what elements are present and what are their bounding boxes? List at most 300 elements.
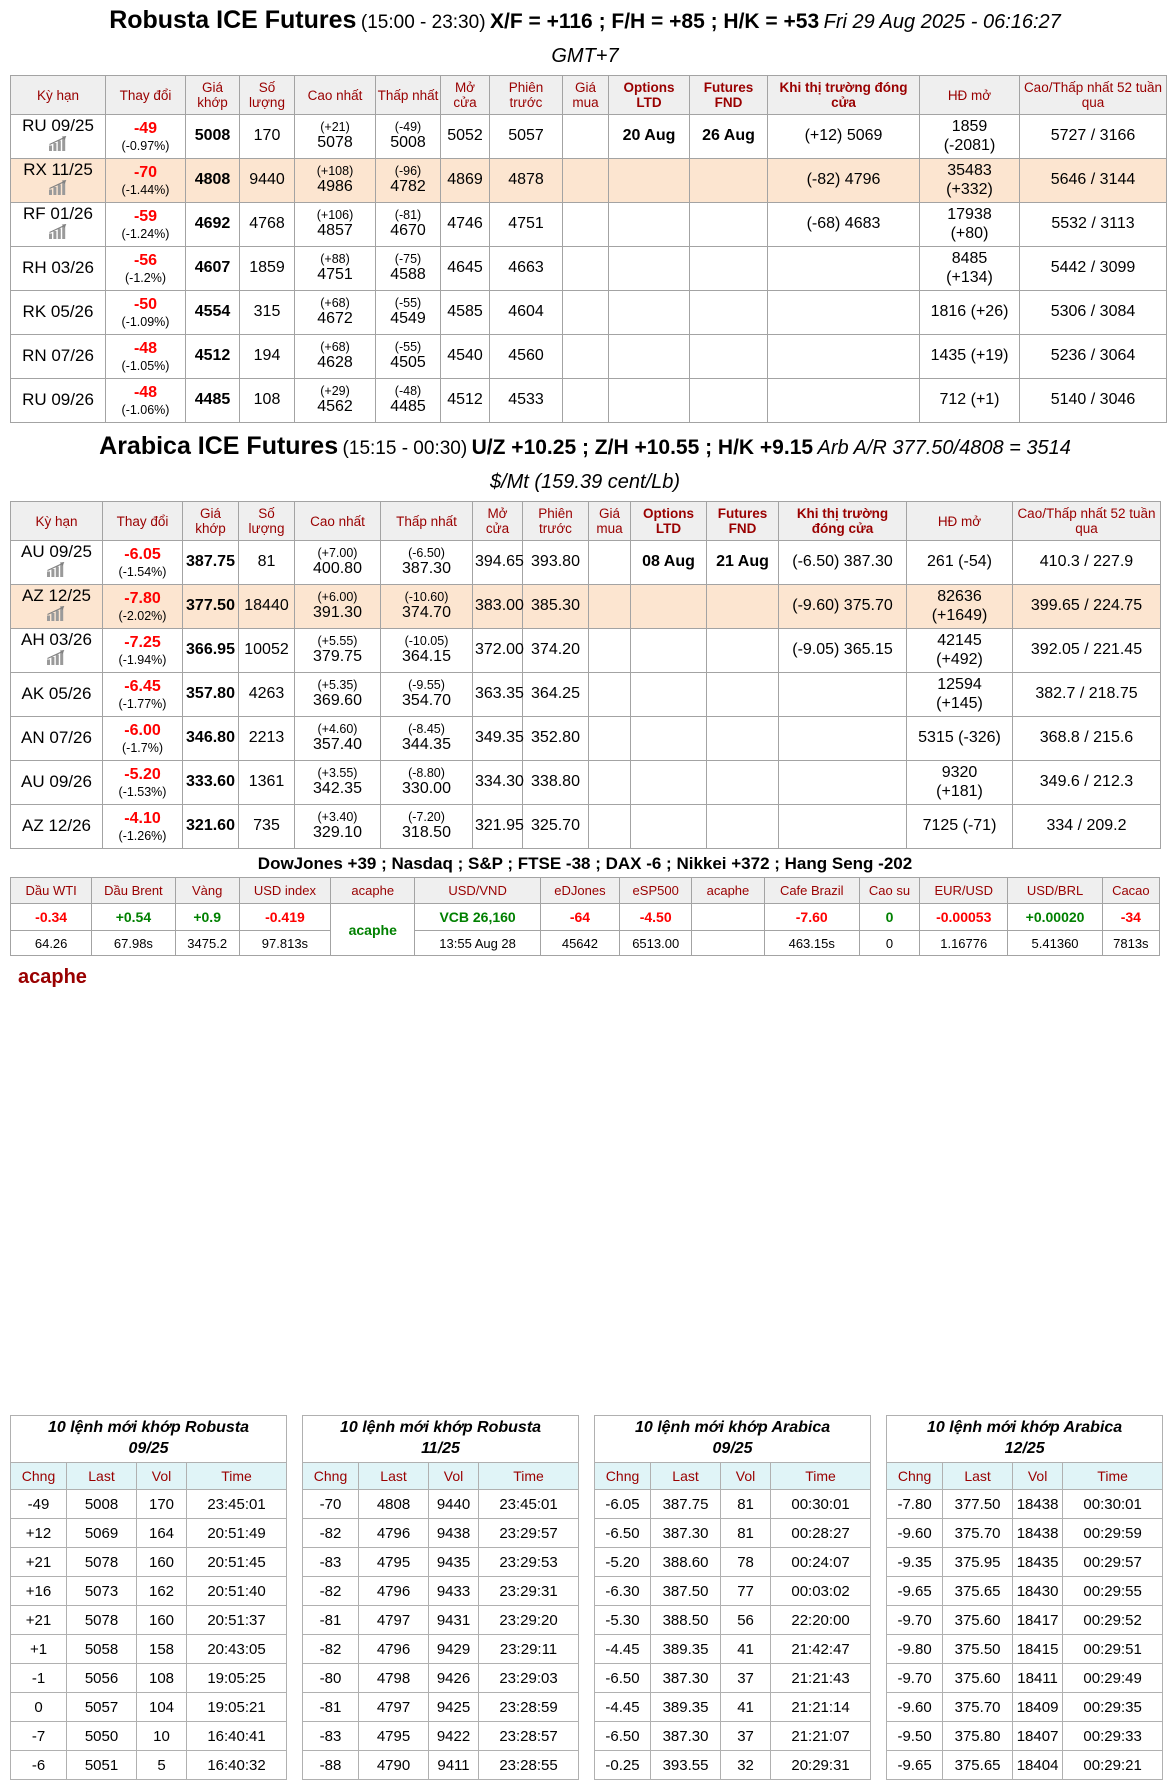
- contract-name: AZ 12/26: [22, 816, 91, 836]
- order-last-cell: 375.70: [943, 1519, 1013, 1548]
- options-ltd-cell: [631, 673, 707, 717]
- order-chng-cell: -83: [303, 1722, 359, 1751]
- close-indication-cell: [768, 379, 920, 423]
- column-header-3: Giá khớp: [186, 76, 240, 115]
- last-price-cell: 321.60: [183, 805, 239, 849]
- range-52w-cell: 399.65 / 224.75: [1013, 585, 1161, 629]
- order-time-cell: 16:40:32: [187, 1751, 287, 1780]
- volume-cell: 9440: [240, 159, 295, 203]
- prev-session-cell: 325.70: [523, 805, 589, 849]
- order-title-row: [303, 1416, 579, 1463]
- high-cell: [295, 159, 376, 203]
- order-time-cell: 00:30:01: [1063, 1490, 1163, 1519]
- order-vol-cell: 56: [721, 1606, 771, 1635]
- high-cell-value: 369.60: [313, 692, 362, 710]
- open-cell: 5052: [441, 115, 490, 159]
- contract-cell: [11, 761, 103, 805]
- order-vol-cell: 37: [721, 1722, 771, 1751]
- order-row: [11, 1577, 287, 1606]
- order-vol-cell: 81: [721, 1519, 771, 1548]
- order-time-cell: 00:29:35: [1063, 1693, 1163, 1722]
- order-row: [595, 1577, 871, 1606]
- order-column-header: Chng: [595, 1463, 651, 1490]
- acaphe-watermark: acaphe: [18, 966, 87, 988]
- column-header-10: Options LTD: [631, 502, 707, 541]
- low-cell-diff: (-9.55): [408, 677, 445, 692]
- order-last-cell: 5058: [67, 1635, 137, 1664]
- market-column-header: eSP500: [620, 878, 692, 904]
- change-percent: (-1.7%): [122, 740, 163, 755]
- order-title-row: [887, 1416, 1163, 1463]
- order-chng-cell: -6.50: [595, 1519, 651, 1548]
- open-cell: 383.00: [473, 585, 523, 629]
- order-time-cell: 20:51:37: [187, 1606, 287, 1635]
- change-cell: [103, 805, 183, 849]
- order-header-row: [887, 1463, 1163, 1490]
- change-percent: (-2.02%): [118, 608, 167, 623]
- contract-cell: [11, 247, 106, 291]
- high-cell-diff: (+3.55): [317, 765, 358, 780]
- column-header-1: Kỳ hạn: [11, 76, 106, 115]
- market-value-cell: 97.813s: [239, 931, 330, 956]
- market-value-cell: 463.15s: [764, 931, 859, 956]
- order-vol-cell: 9435: [429, 1548, 479, 1577]
- low-cell-diff: (-96): [394, 163, 422, 178]
- change-percent: (-1.53%): [118, 784, 167, 799]
- order-time-cell: 23:29:31: [479, 1577, 579, 1606]
- order-row: [303, 1693, 579, 1722]
- order-chng-cell: -1: [11, 1664, 67, 1693]
- change-cell: [103, 585, 183, 629]
- bid-cell: [563, 335, 609, 379]
- world-indices-line: DowJones +39 ; Nasdaq ; S&P ; FTSE -38 ; DAX -6 ; Nikkei +372 ; Hang Seng -202: [257, 854, 913, 873]
- chart-icon[interactable]: [48, 224, 69, 239]
- order-table-title: 10 lệnh mới khớp Robusta 09/25: [11, 1416, 287, 1463]
- order-last-cell: 5073: [67, 1577, 137, 1606]
- chart-icon[interactable]: [46, 562, 67, 577]
- bid-cell: [589, 761, 631, 805]
- high-cell-value: 391.30: [313, 604, 362, 622]
- futures-row: [11, 761, 1161, 805]
- futures-row: [11, 673, 1161, 717]
- bid-cell: [589, 673, 631, 717]
- futures-fnd-cell: [690, 159, 768, 203]
- order-title-row: [595, 1416, 871, 1463]
- order-time-cell: 21:21:43: [771, 1664, 871, 1693]
- contract-name: RX 11/25: [23, 160, 93, 180]
- high-cell: [295, 335, 376, 379]
- order-header-row: [11, 1463, 287, 1490]
- low-cell-value: 4670: [390, 222, 426, 240]
- column-header-1: Kỳ hạn: [11, 502, 103, 541]
- order-last-cell: 389.35: [651, 1635, 721, 1664]
- order-vol-cell: 18438: [1013, 1490, 1063, 1519]
- order-vol-cell: 164: [137, 1519, 187, 1548]
- bid-cell: [589, 805, 631, 849]
- order-chng-cell: -82: [303, 1519, 359, 1548]
- high-cell-value: 379.75: [313, 648, 362, 666]
- order-column-header: Time: [1063, 1463, 1163, 1490]
- order-vol-cell: 18438: [1013, 1519, 1063, 1548]
- low-cell-value: 5008: [390, 134, 426, 152]
- contract-name: AU 09/25: [21, 542, 92, 562]
- chart-icon[interactable]: [46, 606, 67, 621]
- high-cell-value: 5078: [317, 134, 353, 152]
- range-52w-cell: 334 / 209.2: [1013, 805, 1161, 849]
- market-column-header: Cafe Brazil: [764, 878, 859, 904]
- column-header-12: Khi thị trường đóng cửa: [768, 76, 920, 115]
- low-cell-diff: (-6.50): [408, 545, 445, 560]
- contract-cell: [11, 291, 106, 335]
- high-cell-diff: (+68): [320, 295, 350, 310]
- order-vol-cell: 41: [721, 1635, 771, 1664]
- order-column-header: Last: [67, 1463, 137, 1490]
- market-change-cell: -64: [540, 904, 619, 931]
- order-last-cell: 5050: [67, 1722, 137, 1751]
- futures-fnd-cell: [707, 805, 779, 849]
- low-cell-value: 364.15: [402, 648, 451, 666]
- order-vol-cell: 158: [137, 1635, 187, 1664]
- order-time-cell: 00:29:57: [1063, 1548, 1163, 1577]
- order-time-cell: 22:20:00: [771, 1606, 871, 1635]
- column-header-2: Thay đổi: [106, 76, 186, 115]
- last-price-cell: 4554: [186, 291, 240, 335]
- options-ltd-cell: [609, 159, 690, 203]
- futures-row: [11, 717, 1161, 761]
- arabica-spreads: U/Z +10.25 ; Z/H +10.55 ; H/K +9.15: [471, 436, 814, 459]
- order-chng-cell: -4.45: [595, 1693, 651, 1722]
- open-interest-cell: 712 (+1): [920, 379, 1020, 423]
- market-change-cell: +0.54: [92, 904, 175, 931]
- high-cell-diff: (+88): [320, 251, 350, 266]
- low-cell-diff: (-75): [394, 251, 422, 266]
- high-cell: [295, 673, 381, 717]
- prev-session-cell: 4663: [490, 247, 563, 291]
- order-last-cell: 4796: [359, 1519, 429, 1548]
- futures-fnd-cell: [690, 247, 768, 291]
- order-vol-cell: 10: [137, 1722, 187, 1751]
- open-cell: 372.00: [473, 629, 523, 673]
- market-column-header: Dầu WTI: [11, 878, 92, 904]
- market-change-cell: -7.60: [764, 904, 859, 931]
- order-last-cell: 5078: [67, 1606, 137, 1635]
- order-chng-cell: -82: [303, 1577, 359, 1606]
- contract-cell: [11, 335, 106, 379]
- order-vol-cell: 9440: [429, 1490, 479, 1519]
- timezone-label: GMT+7: [551, 45, 619, 67]
- order-chng-cell: -9.65: [887, 1751, 943, 1780]
- volume-cell: 81: [239, 541, 295, 585]
- change-cell: [106, 335, 186, 379]
- last-price-cell: 377.50: [183, 585, 239, 629]
- order-last-cell: 5008: [67, 1490, 137, 1519]
- order-vol-cell: 32: [721, 1751, 771, 1780]
- order-last-cell: 389.35: [651, 1693, 721, 1722]
- order-column-header: Time: [479, 1463, 579, 1490]
- order-time-cell: 23:29:20: [479, 1606, 579, 1635]
- order-vol-cell: 9425: [429, 1693, 479, 1722]
- order-last-cell: 375.65: [943, 1577, 1013, 1606]
- order-last-cell: 5056: [67, 1664, 137, 1693]
- order-vol-cell: 9429: [429, 1635, 479, 1664]
- prev-session-cell: 4751: [490, 203, 563, 247]
- low-cell-diff: (-10.60): [404, 589, 449, 604]
- order-time-cell: 23:28:55: [479, 1751, 579, 1780]
- order-last-cell: 4797: [359, 1606, 429, 1635]
- order-last-cell: 5069: [67, 1519, 137, 1548]
- high-cell: [295, 291, 376, 335]
- high-cell-value: 4751: [317, 266, 353, 284]
- order-chng-cell: +21: [11, 1548, 67, 1577]
- low-cell: [376, 379, 441, 423]
- high-cell: [295, 379, 376, 423]
- futures-fnd-cell: [707, 585, 779, 629]
- high-cell-value: 4986: [317, 178, 353, 196]
- last-price-cell: 4512: [186, 335, 240, 379]
- order-last-cell: 375.60: [943, 1664, 1013, 1693]
- order-chng-cell: +1: [11, 1635, 67, 1664]
- contract-name: RN 07/26: [22, 346, 94, 366]
- volume-cell: 1361: [239, 761, 295, 805]
- open-interest-cell: 35483 (+332): [920, 159, 1020, 203]
- prev-session-cell: 364.25: [523, 673, 589, 717]
- futures-fnd-cell: [690, 203, 768, 247]
- order-last-cell: 4796: [359, 1635, 429, 1664]
- order-time-cell: 00:03:02: [771, 1577, 871, 1606]
- order-time-cell: 00:29:59: [1063, 1519, 1163, 1548]
- order-header-row: [595, 1463, 871, 1490]
- order-chng-cell: -6.50: [595, 1664, 651, 1693]
- order-chng-cell: -6.05: [595, 1490, 651, 1519]
- market-merged-cell: acaphe: [331, 904, 415, 956]
- order-chng-cell: -4.45: [595, 1635, 651, 1664]
- open-cell: 4512: [441, 379, 490, 423]
- contract-name: AH 03/26: [21, 630, 92, 650]
- order-vol-cell: 108: [137, 1664, 187, 1693]
- order-time-cell: 21:21:07: [771, 1722, 871, 1751]
- market-column-header: acaphe: [692, 878, 764, 904]
- market-value-cell: 64.26: [11, 931, 92, 956]
- column-header-5: Cao nhất: [295, 76, 376, 115]
- order-chng-cell: -9.70: [887, 1664, 943, 1693]
- order-time-cell: 00:29:33: [1063, 1722, 1163, 1751]
- open-interest-cell: 1859 (-2081): [920, 115, 1020, 159]
- market-change-cell: -0.00053: [920, 904, 1008, 931]
- prev-session-cell: 374.20: [523, 629, 589, 673]
- futures-row: [11, 335, 1167, 379]
- high-cell-value: 4672: [317, 310, 353, 328]
- order-vol-cell: 9438: [429, 1519, 479, 1548]
- high-cell: [295, 629, 381, 673]
- change-cell: [106, 379, 186, 423]
- order-column-header: Vol: [1013, 1463, 1063, 1490]
- open-cell: 4585: [441, 291, 490, 335]
- market-header-row: [11, 878, 1160, 904]
- high-cell: [295, 805, 381, 849]
- market-value-cell: 67.98s: [92, 931, 175, 956]
- order-last-cell: 387.50: [651, 1577, 721, 1606]
- change-cell: [106, 291, 186, 335]
- open-interest-cell: 7125 (-71): [907, 805, 1013, 849]
- bid-cell: [563, 379, 609, 423]
- column-header-12: Khi thị trường đóng cửa: [779, 502, 907, 541]
- range-52w-cell: 5236 / 3064: [1020, 335, 1167, 379]
- order-column-header: Time: [771, 1463, 871, 1490]
- order-last-cell: 4797: [359, 1693, 429, 1722]
- chart-icon[interactable]: [46, 650, 67, 665]
- change-value: -7.80: [124, 589, 161, 607]
- volume-cell: 4768: [240, 203, 295, 247]
- order-row: [303, 1548, 579, 1577]
- order-vol-cell: 170: [137, 1490, 187, 1519]
- market-value-row: [11, 931, 1160, 956]
- order-chng-cell: -5.30: [595, 1606, 651, 1635]
- column-header-2: Thay đổi: [103, 502, 183, 541]
- change-value: -6.05: [124, 545, 161, 563]
- order-last-cell: 375.80: [943, 1722, 1013, 1751]
- futures-fnd-cell: [707, 717, 779, 761]
- contract-name: RU 09/26: [22, 390, 94, 410]
- order-row: [887, 1548, 1163, 1577]
- open-interest-cell: 12594 (+145): [907, 673, 1013, 717]
- low-cell-diff: (-8.80): [408, 765, 445, 780]
- low-cell-diff: (-10.05): [404, 633, 449, 648]
- change-value: -6.45: [124, 677, 161, 695]
- options-ltd-cell: 08 Aug: [631, 541, 707, 585]
- last-price-cell: 387.75: [183, 541, 239, 585]
- contract-cell: [11, 541, 103, 585]
- open-interest-cell: 5315 (-326): [907, 717, 1013, 761]
- column-header-13: HĐ mở: [920, 76, 1020, 115]
- high-cell: [295, 203, 376, 247]
- order-chng-cell: -0.25: [595, 1751, 651, 1780]
- futures-fnd-cell: [707, 761, 779, 805]
- order-last-cell: 388.60: [651, 1548, 721, 1577]
- close-indication-cell: (-82) 4796: [768, 159, 920, 203]
- column-header-14: Cao/Thấp nhất 52 tuần qua: [1013, 502, 1161, 541]
- market-column-header: Cao su: [859, 878, 919, 904]
- market-column-header: USD/VND: [415, 878, 540, 904]
- order-row: [11, 1490, 287, 1519]
- order-time-cell: 21:42:47: [771, 1635, 871, 1664]
- order-last-cell: 4795: [359, 1548, 429, 1577]
- high-cell-value: 4857: [317, 222, 353, 240]
- order-last-cell: 375.70: [943, 1693, 1013, 1722]
- order-chng-cell: -81: [303, 1693, 359, 1722]
- futures-fnd-cell: [690, 379, 768, 423]
- open-cell: 4540: [441, 335, 490, 379]
- volume-cell: 735: [239, 805, 295, 849]
- order-table: [886, 1415, 1163, 1780]
- order-row: [887, 1722, 1163, 1751]
- order-column-header: Vol: [721, 1463, 771, 1490]
- column-header-5: Cao nhất: [295, 502, 381, 541]
- change-percent: (-1.26%): [118, 828, 167, 843]
- open-cell: 334.30: [473, 761, 523, 805]
- low-cell-value: 330.00: [402, 780, 451, 798]
- open-cell: 321.95: [473, 805, 523, 849]
- order-chng-cell: -9.35: [887, 1548, 943, 1577]
- order-last-cell: 5078: [67, 1548, 137, 1577]
- blank-spacer: [0, 989, 1170, 1415]
- market-change-row: [11, 904, 1160, 931]
- bid-cell: [589, 717, 631, 761]
- options-ltd-cell: [609, 203, 690, 247]
- open-cell: 394.65: [473, 541, 523, 585]
- order-row: [595, 1635, 871, 1664]
- order-last-cell: 387.30: [651, 1722, 721, 1751]
- chart-icon[interactable]: [48, 136, 69, 151]
- order-row: [887, 1751, 1163, 1780]
- low-cell-diff: (-55): [394, 295, 422, 310]
- futures-fnd-cell: [690, 335, 768, 379]
- order-row: [887, 1577, 1163, 1606]
- high-cell-diff: (+106): [316, 207, 354, 222]
- futures-row: [11, 629, 1161, 673]
- order-last-cell: 5057: [67, 1693, 137, 1722]
- contract-name: AN 07/26: [21, 728, 92, 748]
- order-time-cell: 19:05:25: [187, 1664, 287, 1693]
- close-indication-cell: [779, 761, 907, 805]
- contract-name: AK 05/26: [21, 684, 92, 704]
- order-time-cell: 20:51:49: [187, 1519, 287, 1548]
- market-value-cell: 1.16776: [920, 931, 1008, 956]
- order-time-cell: 23:28:57: [479, 1722, 579, 1751]
- market-column-header: USD index: [239, 878, 330, 904]
- open-cell: 349.35: [473, 717, 523, 761]
- options-ltd-cell: [609, 379, 690, 423]
- chart-icon[interactable]: [48, 180, 69, 195]
- change-percent: (-1.77%): [118, 696, 167, 711]
- options-ltd-cell: [631, 761, 707, 805]
- options-ltd-cell: [631, 629, 707, 673]
- order-last-cell: 4796: [359, 1577, 429, 1606]
- bid-cell: [563, 159, 609, 203]
- order-table: [302, 1415, 579, 1780]
- low-cell-value: 344.35: [402, 736, 451, 754]
- order-row: [303, 1577, 579, 1606]
- column-header-11: Futures FND: [707, 502, 779, 541]
- close-indication-cell: (-9.05) 365.15: [779, 629, 907, 673]
- futures-fnd-cell: [690, 291, 768, 335]
- change-cell: [103, 629, 183, 673]
- contract-cell: [11, 717, 103, 761]
- order-time-cell: 00:29:55: [1063, 1577, 1163, 1606]
- bid-cell: [589, 629, 631, 673]
- change-cell: [103, 717, 183, 761]
- futures-row: [11, 585, 1161, 629]
- robusta-session-hours: (15:00 - 23:30): [360, 12, 486, 33]
- change-value: -59: [133, 207, 158, 225]
- order-row: [595, 1548, 871, 1577]
- futures-row: [11, 247, 1167, 291]
- order-last-cell: 377.50: [943, 1490, 1013, 1519]
- order-row: [303, 1490, 579, 1519]
- order-time-cell: 00:29:49: [1063, 1664, 1163, 1693]
- column-header-6: Thấp nhất: [381, 502, 473, 541]
- order-time-cell: 00:29:52: [1063, 1606, 1163, 1635]
- bid-cell: [589, 585, 631, 629]
- volume-cell: 2213: [239, 717, 295, 761]
- low-cell-diff: (-55): [394, 339, 422, 354]
- futures-row: [11, 203, 1167, 247]
- change-value: -48: [133, 339, 158, 357]
- order-vol-cell: 18417: [1013, 1606, 1063, 1635]
- order-last-cell: 5051: [67, 1751, 137, 1780]
- change-value: -6.00: [124, 721, 161, 739]
- futures-fnd-cell: [707, 629, 779, 673]
- order-last-cell: 387.75: [651, 1490, 721, 1519]
